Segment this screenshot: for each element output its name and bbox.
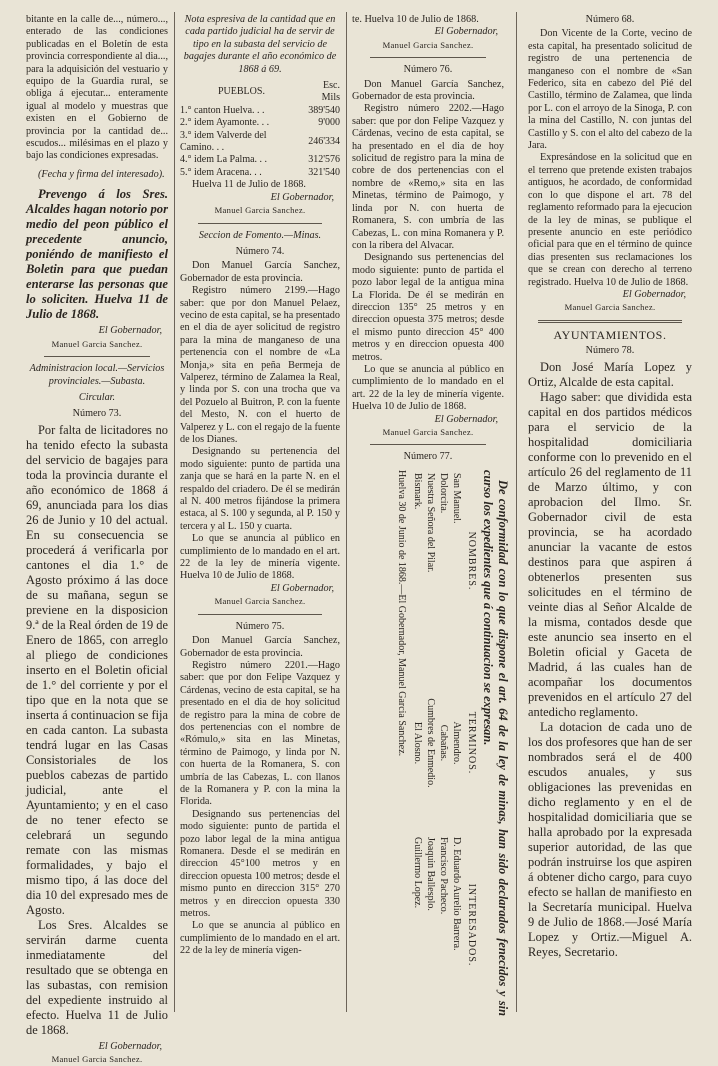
column-terminos bbox=[411, 652, 480, 834]
form-text: bitante en la calle de..., número..., enterado de las condiciones publicadas en el Boletín de esta provincia correspondiente al dia..., para la adquisición del vestuario y equipo de la Guardia rural, se obliga á ejecutar... enteramente igual al modelo y muestras que existen en el Gobierno de provincia por la cantidad de... escudos... milésimas en el plazo y bajo las condiciones expresadas. bbox=[26, 14, 168, 162]
notice-73-text-2: Los Sres. Alcaldes se servirán darme cuenta inmediatamente del resultado que se obtenga en las subastas, con remision del expediente instruido al efecto. Huelva 11 de Julio de 1868. bbox=[26, 917, 168, 1037]
notice-78-body: Hago saber: que dividida esta capital en dos partidos médicos para el servicio de la hospitalidad domiciliaria conforme con lo prevenido en el artículo 26 del reglamento de 11 de Marzo último, y con aprobacion del Ilmo. Sr. Gobernador civil de esta provincia, se ha acordado anunciar la vacante de estos destinos para que aspiren á obtenerlos presenten sus solicitudes en el término de veinte dias al Señor Alcalde de la misma, contados desde que este anuncio sea inserto en el Boletin oficial y Gaceta de Madrid, á las cuales han de acompañar los documentos prevenidos en el artículo 27 del antedicho reglamento. bbox=[528, 389, 692, 719]
notice-number: Número 74. bbox=[235, 245, 285, 257]
table-row: 5.° idem Aracena. . . 321'540 bbox=[180, 166, 340, 178]
column-interesados bbox=[411, 834, 480, 1016]
column-rule-2 bbox=[346, 12, 347, 1012]
list-item: Cabañas. bbox=[438, 724, 449, 762]
signature-name: Manuel Garcia Sanchez. bbox=[382, 427, 474, 437]
notice-75-body: Registro número 2201.—Hago saber: que por don Felipe Vazquez y Cárdenas, vecino de esta capital, se ha presentado en el dia de hoy solicitud de registro para la mina de cobre de dos pertenencias con el nombre de «Rómulo,» sita en las Minetas, término de Paimogo, y linda por N. con huerta de la Romanera, S. con umbría de las Cabezas, L. con llanos de la Romanera y P. con la mina la Florida. bbox=[180, 659, 340, 808]
signature-name: Manuel Garcia Sanchez. bbox=[51, 338, 143, 349]
signature-name: Manuel Garcia Sanchez. bbox=[214, 205, 306, 216]
column-2 bbox=[180, 14, 340, 1010]
table-header-value: Esc. Mils bbox=[321, 80, 340, 104]
signature-title: El Gobernador, bbox=[270, 191, 334, 203]
notice-75-body-3: Lo que se anuncia al público en cumplimiento de lo mandado en el art. 22 de la ley de minería vigen- bbox=[180, 920, 340, 957]
divider bbox=[370, 444, 486, 445]
signature-name: Manuel Garcia Sanchez. bbox=[382, 39, 474, 50]
list-item: Guillermo Lopez. bbox=[412, 837, 423, 909]
notice-number: Número 77. bbox=[403, 451, 453, 463]
signature-title: El Gobernador, bbox=[98, 325, 162, 337]
list-item: San Manuel. bbox=[451, 473, 462, 524]
signature-title: El Gobernador, bbox=[98, 1040, 162, 1052]
form-signature-note: (Fecha y firma del interesado). bbox=[38, 168, 165, 180]
table-heading: De conformidad con lo que dispone el art. 64 de la ley de minas, han sido declarados fenecidos y sin curso los expedientes que á continuacion se expresan. bbox=[481, 470, 510, 1016]
divider bbox=[198, 614, 322, 615]
notice-76-body-2: Designando sus pertenencias del modo siguiente: punto de partida el pozo labor legal de la antigua mina La Florida. De él se medirán en direccion 135° 25 metros y en direccion opuesta 375 metros; desde el mismo punto direccion 45° 400 metros y en direccion opuesta 400 metros. bbox=[352, 252, 504, 363]
list-item: Francisco Pacheco. bbox=[438, 837, 449, 915]
notice-78-body-2: La dotacion de cada uno de los dos profesores que han de ser nombrados será el de 400 escudos anuales, y sus obligaciones las prevenidas en dicho reglamento y en el de hospitalidad domiciliaria que se halla aprobado por la expresada superior autoridad, de las que podrán instruirse los que aspiren á obtener dicho cargo, para cuyo efecto se hallan de manifiesto en la Secretaría municipal. Huelva 9 de Julio de 1868.—José María Lopez y Ortiz.—Miguel A. Reyes, Secretario. bbox=[528, 719, 692, 959]
notice-74-body-2: Designando su pertenencia del modo siguiente: punto de partida una zanja que se hará en la parte N. en el respaldo del criadero. De él se medirán al N. 400 metros fijándose la primera estaca, al S. 100 y segunda, al P. 150 y tercera y al L. 150 y cuarta. bbox=[180, 446, 340, 532]
list-item: Joaquin Ballesplo. bbox=[425, 837, 436, 911]
notice-75-header: Don Manuel García Sanchez, Gobernador de esta provincia. bbox=[180, 635, 340, 659]
notice-75-end: te. Huelva 10 de Julio de 1868. bbox=[352, 14, 479, 25]
notice-76-header: Don Manuel García Sanchez, Gobernador de esta provincia. bbox=[352, 78, 504, 103]
divider bbox=[538, 320, 682, 323]
notice-76-body-3: Lo que se anuncia al público en cumplimiento de lo mandado en el art. 22 de la ley de minería vigente. Huelva 10 de Julio de 1868. bbox=[352, 363, 504, 413]
expired-files-table bbox=[360, 470, 510, 1016]
column-nombres bbox=[411, 470, 480, 652]
list-item: El Alosno. bbox=[412, 721, 423, 765]
notice-number: Número 73. bbox=[72, 408, 122, 420]
signature-title: El Gobernador, bbox=[622, 288, 686, 300]
notice-68-body: Don Vicente de la Corte, vecino de esta capital, ha presentado solicitud de registro de una pertenencia de manganeso con el nombre de «San Federico, sita en cabezo del Pié del Castillo, término de Zalamea, que linda por L. con el arroyo de la Sinoga, P. con la mina del Castillo, N. con juntas del Castillo y S. con el alto del cabezo de la Jara. bbox=[528, 28, 692, 152]
column-1 bbox=[26, 14, 168, 1065]
table-row: 4.° idem La Palma. . . 312'576 bbox=[180, 154, 340, 166]
signature-name: Manuel Garcia Sanchez. bbox=[51, 1054, 143, 1065]
tariff-table bbox=[180, 80, 340, 179]
table-footer: Huelva 30 de Junio de 1868.—El Gobernador, Manuel Garcia Sanchez. bbox=[396, 470, 407, 757]
notice-74-header: Don Manuel García Sanchez, Gobernador de esta provincia. bbox=[180, 260, 340, 284]
list-item: Bismark. bbox=[412, 473, 423, 510]
list-item: Cumbres de Enmedio. bbox=[425, 698, 436, 788]
column-header-terminos: TERMINOS. bbox=[466, 711, 477, 775]
section-heading-ayuntamientos: AYUNTAMIENTOS. bbox=[553, 327, 667, 342]
notice-74-body-3: Lo que se anuncia al público en cumplimiento de lo mandado en el art. 22 de la ley de minería vigente. Huelva 10 de Julio de 1868. bbox=[180, 533, 340, 582]
list-item: Almendro. bbox=[451, 721, 462, 765]
date-line: Huelva 11 de Julio de 1868. bbox=[192, 179, 306, 191]
signature-name: Manuel Garcia Sanchez. bbox=[214, 596, 306, 607]
signature-title: El Gobernador, bbox=[434, 26, 498, 38]
subheading-circular: Circular. bbox=[78, 391, 116, 403]
column-3 bbox=[352, 14, 504, 470]
signature-title: El Gobernador, bbox=[434, 413, 498, 425]
tariff-note: Nota espresiva de la cantidad que en cada partido judicial ha de servir de tipo en la subasta del servicio de bagajes durante el año económico de 1868 á 69. bbox=[183, 14, 337, 75]
column-rule-3 bbox=[516, 12, 517, 1012]
notice-74-body: Registro número 2199.—Hago saber: que por don Manuel Pelaez, vecino de esta capital, se ha presentado en el dia de ayer solicitud de registro para la mina de manganeso de una pertenencia con el nombre de «La Monja,» sita en peña Bermeja de Valperez, término de Zalamea la Real, y linda por S. con una trocha que va del Pozuelo al Buitron, P. con la fuente del Mesto, N. con el huerto de Valperez y L. con el regajo de la fuente de los Dianes. bbox=[180, 285, 340, 445]
list-item: D. Eduardo Aurelio Barrera. bbox=[451, 837, 462, 951]
section-heading: Administracion local.—Servicios provinciales.—Subasta. bbox=[29, 363, 165, 387]
table-row: 3.° idem Valverde del Camino. . . 246'334 bbox=[180, 129, 340, 154]
notice-prevengo: Prevengo á los Sres. Alcaldes hagan notorio por medio del peon público el precedente anuncio, poniéndo de manifiesto el Boletin para que puedan enterarse las personas que lo soliciten. Huelva 11 de Julio de 1868. bbox=[26, 187, 168, 322]
notice-73-text: Por falta de licitadores no ha tenido efecto la subasta del servicio de bagajes para toda la provincia durante el año económico de 1868 á 69, anunciada para los dias 26 de Junio y 10 del actual. En su consecuencia se procederá á verificarla por cantones el dia 1.° de Agosto próximo á las doce de su mañana, segun se previene en la disposicion 9.ª de la Real órden de 19 de Enero de 1865, con arreglo al pliego de condiciones inserto en el Boletin oficial de 1.° del corriente y por el tipo que en la nota que se inserta á continuacion se fija en cada canton. La subasta tendrá lugar en las Casas Consistoriales de los pueblos cabezas de partido judicial, ante el Ayuntamiento; y en el caso de no tener efecto se celebrará un segundo remate con las mismas formalidades, y bajo el mismo tipo, á las doce del dia 10 del expresado mes de Agosto. bbox=[26, 422, 168, 917]
column-4 bbox=[528, 14, 692, 1010]
notice-68-body-2: Expresándose en la solicitud que en el terreno que pretende existen trabajos antiguos, he acordado, de conformidad con lo que dispone el art. 78 del reglamento reformado para la ejecucion de la ley de minas, se publique el presente anuncio en este periódico oficial para que en el término de quince dias presenten sus reclamaciones los que se crean con derecho al terreno registrado. Huelva 10 de Julio de 1868. bbox=[528, 152, 692, 288]
notice-78-header: Don José María Lopez y Ortiz, Alcalde de esta capital. bbox=[528, 359, 692, 389]
table-row: 2.° idem Ayamonte. . . 9'000 bbox=[180, 117, 340, 129]
signature-title: El Gobernador, bbox=[270, 582, 334, 594]
column-header-interesados: INTERESADOS. bbox=[466, 883, 477, 967]
notice-number: Número 78. bbox=[585, 345, 635, 357]
divider bbox=[370, 57, 486, 58]
divider bbox=[198, 223, 322, 224]
signature-name: Manuel Garcia Sanchez. bbox=[564, 302, 656, 313]
notice-76-body: Registro número 2202.—Hago saber: que por don Felipe Vazquez y Cárdenas, vecino de esta capital, se ha presentado en el dia de hoy solicitud de registro para la mina de cobre de dos pertenencias con el nombre de «Remo,» sita en las Minetas, término de Paimogo, y linda por N. con huerta de Romanera, S. con umbría de las Cabezas, L. con mina Romanera y P. con la ribera del Alvacar. bbox=[352, 103, 504, 251]
list-item: Dolorcita. bbox=[438, 473, 449, 514]
table-header-pueblos: PUEBLOS. bbox=[217, 86, 265, 98]
column-header-nombres: NOMBRES. bbox=[466, 531, 477, 591]
column-rule-1 bbox=[174, 12, 175, 1012]
notice-number: Número 76. bbox=[403, 64, 453, 76]
list-item: Nuestra Señora del Pilar. bbox=[425, 473, 436, 573]
divider bbox=[44, 356, 150, 357]
notice-75-body-2: Designando sus pertenencias del modo siguiente: punto de partida el pozo labor legal de la mina antigua Romanera. Desde el se medirán en direccion 45°100 metros y en direccion opuesta 100 metros; desde el mismo punto en direccion 315° 270 metros y en direccion opuesta 330 metros. bbox=[180, 808, 340, 920]
table-row: 1.° canton Huelva. . . 389'540 bbox=[180, 104, 340, 116]
notice-number: Número 68. bbox=[585, 14, 635, 25]
notice-number: Número 75. bbox=[235, 620, 285, 632]
section-heading-fomento: Seccion de Fomento.—Minas. bbox=[198, 229, 322, 241]
